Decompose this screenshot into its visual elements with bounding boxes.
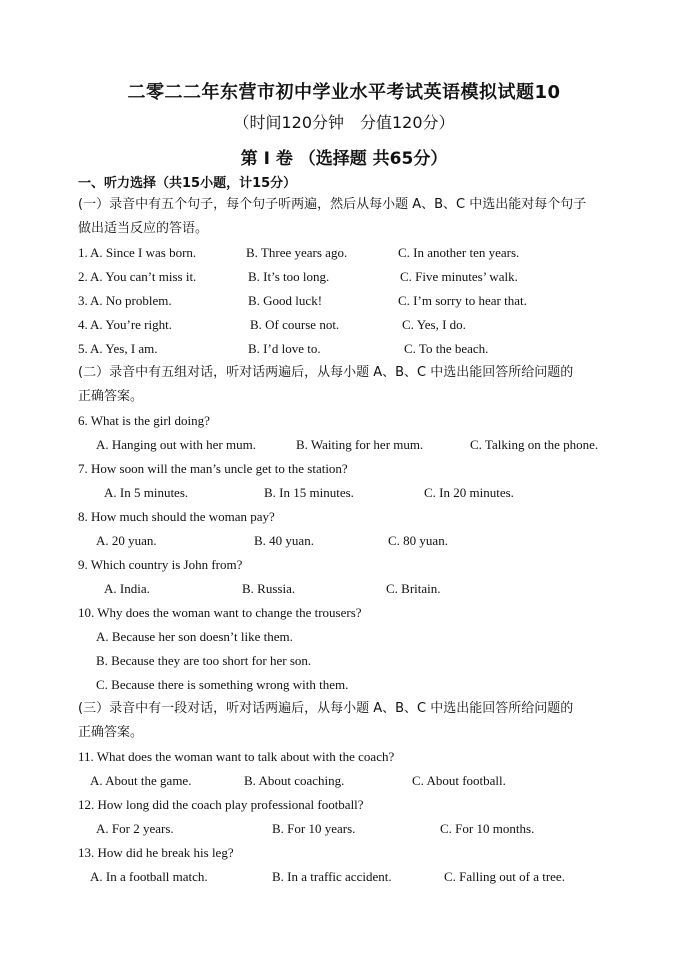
question-1-option-b: B. Three years ago. xyxy=(246,245,348,260)
subsection-3-instruction-line1: (三）录音中有一段对话，听对话两遍后，从每小题 A、B、C 中选出能回答所给问题的 xyxy=(78,701,574,716)
question-13-stem: 13. How did he break his leg? xyxy=(78,845,234,860)
question-10-option-c: C. Because there is something wrong with them. xyxy=(96,677,349,692)
question-5-option-a: A. Yes, I am. xyxy=(90,341,158,356)
question-7-option-a: A. In 5 minutes. xyxy=(104,485,189,500)
question-6-option-a: A. Hanging out with her mum. xyxy=(96,437,256,452)
question-4-option-a: A. You’re right. xyxy=(90,317,172,332)
question-9-option-b: B. Russia. xyxy=(242,581,296,596)
question-6-option-b: B. Waiting for her mum. xyxy=(296,437,424,452)
question-12-option-c: C. For 10 months. xyxy=(440,821,535,836)
subsection-1-instruction-line1: (一）录音中有五个句子，每个句子听两遍，然后从每小题 A、B、C 中选出能对每个句子 xyxy=(78,197,587,212)
question-10-option-b: B. Because they are too short for her son. xyxy=(96,653,312,668)
question-12-option-b: B. For 10 years. xyxy=(272,821,356,836)
question-2-option-c: C. Five minutes’ walk. xyxy=(400,269,518,284)
question-3-number: 3. xyxy=(78,293,88,308)
question-3-option-a: A. No problem. xyxy=(90,293,172,308)
question-3-option-c: C. I’m sorry to hear that. xyxy=(398,293,527,308)
question-11-option-b: B. About coaching. xyxy=(244,773,345,788)
question-7-option-c: C. In 20 minutes. xyxy=(424,485,514,500)
subsection-2-instruction-line1: (二）录音中有五组对话，听对话两遍后，从每小题 A、B、C 中选出能回答所给问题的 xyxy=(78,365,574,380)
question-4-option-c: C. Yes, I do. xyxy=(402,317,466,332)
question-6-stem: 6. What is the girl doing? xyxy=(78,413,210,428)
question-5-number: 5. xyxy=(78,341,88,356)
question-8-option-c: C. 80 yuan. xyxy=(388,533,448,548)
question-1-option-c: C. In another ten years. xyxy=(398,245,520,260)
question-7-stem: 7. How soon will the man’s uncle get to the station? xyxy=(78,461,348,476)
question-10-option-a: A. Because her son doesn’t like them. xyxy=(96,629,293,644)
exam-subtitle: （时间120分钟 分值120分） xyxy=(233,113,455,132)
question-12-stem: 12. How long did the coach play professional football? xyxy=(78,797,364,812)
subsection-3-instruction-line2: 正确答案。 xyxy=(78,725,144,740)
question-2-number: 2. xyxy=(78,269,88,284)
question-9-stem: 9. Which country is John from? xyxy=(78,557,243,572)
question-11-option-c: C. About football. xyxy=(412,773,506,788)
question-13-option-a: A. In a football match. xyxy=(90,869,208,884)
question-4-number: 4. xyxy=(78,317,88,332)
question-10-stem: 10. Why does the woman want to change the trousers? xyxy=(78,605,362,620)
question-13-option-c: C. Falling out of a tree. xyxy=(444,869,565,884)
section-title: 第 I 卷 （选择题 共65分） xyxy=(240,149,448,169)
question-2-option-a: A. You can’t miss it. xyxy=(90,269,197,284)
question-13-option-b: B. In a traffic accident. xyxy=(272,869,392,884)
part-heading: 一、听力选择（共15小题，计15分） xyxy=(78,176,297,191)
question-8-option-a: A. 20 yuan. xyxy=(96,533,157,548)
subsection-2-instruction-line2: 正确答案。 xyxy=(78,389,144,404)
question-9-option-c: C. Britain. xyxy=(386,581,441,596)
question-1-number: 1. xyxy=(78,245,88,260)
question-2-option-b: B. It’s too long. xyxy=(248,269,330,284)
question-5-option-b: B. I’d love to. xyxy=(248,341,321,356)
question-8-stem: 8. How much should the woman pay? xyxy=(78,509,275,524)
question-6-option-c: C. Talking on the phone. xyxy=(470,437,599,452)
question-9-option-a: A. India. xyxy=(104,581,150,596)
subsection-1-instruction-line2: 做出适当反应的答语。 xyxy=(78,221,209,236)
question-1-option-a: A. Since I was born. xyxy=(90,245,197,260)
exam-title: 二零二二年东营市初中学业水平考试英语模拟试题10 xyxy=(127,82,561,103)
question-8-option-b: B. 40 yuan. xyxy=(254,533,314,548)
question-3-option-b: B. Good luck! xyxy=(248,293,323,308)
question-11-stem: 11. What does the woman want to talk about with the coach? xyxy=(78,749,395,764)
question-4-option-b: B. Of course not. xyxy=(250,317,340,332)
question-7-option-b: B. In 15 minutes. xyxy=(264,485,354,500)
question-5-option-c: C. To the beach. xyxy=(404,341,489,356)
question-11-option-a: A. About the game. xyxy=(90,773,192,788)
question-12-option-a: A. For 2 years. xyxy=(96,821,174,836)
